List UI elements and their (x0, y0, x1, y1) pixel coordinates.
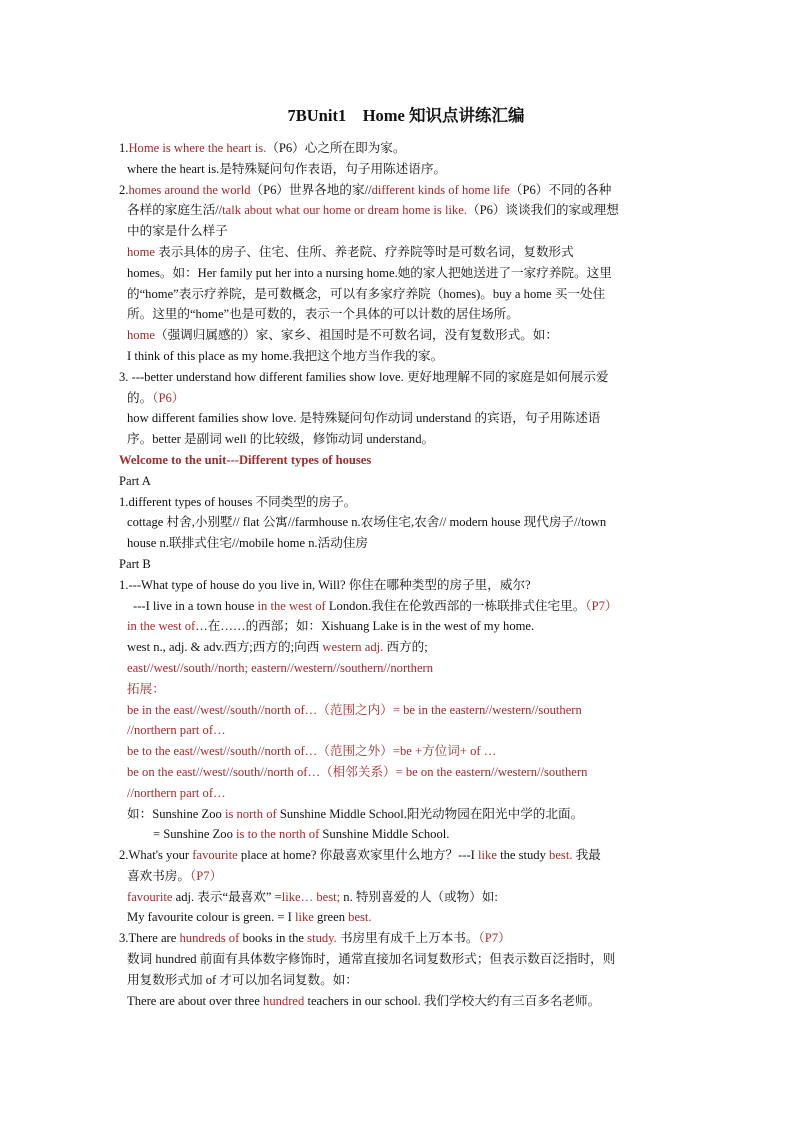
text-line (119, 637, 679, 658)
text-segment: hundreds of (179, 931, 240, 946)
text-line (119, 367, 679, 388)
text-segment: 3.There are (119, 931, 180, 946)
text-segment: be on the east//west//south//north of…（相邻关系）= be on the eastern//western//southern (127, 764, 588, 779)
text-segment: （P6）不同的各种 (509, 182, 612, 197)
text-segment: different kinds of home life (371, 182, 510, 197)
text-segment: adj. 表示“最喜欢” = (172, 889, 282, 904)
text-segment: green (313, 910, 349, 925)
text-segment: 数词 hundred 前面有具体数字修饰时，通常直接加名词复数形式；但表示数百泛指时，则 (127, 952, 616, 967)
text-line (119, 221, 679, 242)
text-line (119, 429, 679, 450)
text-segment: is to the north of (236, 827, 320, 842)
text-line (119, 388, 679, 409)
text-segment: //northern part of… (127, 785, 226, 800)
text-line (119, 970, 679, 991)
text-segment: western adj. (322, 640, 384, 655)
text-segment: （P7） (585, 598, 618, 613)
text-segment: 表示具体的房子、住宅、住所、养老院、疗养院等时是可数名词，复数形式 (154, 244, 574, 259)
text-line (119, 138, 679, 159)
text-segment: west n., adj. & adv.西方;西方的;向西 (127, 640, 323, 655)
text-segment: n. 特别喜爱的人（或物）如: (340, 889, 498, 904)
text-line (119, 907, 679, 928)
text-line (119, 679, 679, 700)
text-segment: = Sunshine Zoo (153, 827, 237, 842)
text-segment: （P7） (189, 868, 223, 883)
text-segment: Sunshine Middle School. (319, 827, 450, 842)
text-segment: how different families show love. 是特殊疑问句作动词 understand 的宾语，句子用陈述语 (127, 411, 601, 426)
text-segment: 1.different types of houses 不同类型的房子。 (119, 494, 357, 509)
text-segment: 拓展： (127, 681, 165, 696)
text-segment: like (294, 910, 314, 925)
text-segment: 的。 (127, 390, 153, 405)
text-line (119, 700, 679, 721)
text-segment: place at home? 你最喜欢家里什么地方？---I (237, 848, 479, 863)
text-segment: talk about what our home or dream home is like. (222, 203, 467, 218)
text-segment: Part A (119, 473, 151, 488)
text-segment: （P6）世界各地的家// (250, 182, 372, 197)
text-segment: house n.联排式住宅//mobile home n.活动住房 (127, 536, 369, 551)
text-segment: homes around the world (128, 182, 251, 197)
text-segment: home (127, 328, 155, 343)
text-segment: 用复数形式加 of 才可以加名词复数。如： (127, 972, 358, 987)
text-line (119, 533, 679, 554)
text-segment: （强调归属感的）家、家乡、祖国时是不可数名词，没有复数形式。如： (154, 328, 558, 343)
text-segment: 3. ---better understand how different families show love. 更好地理解不同的家庭是如何展示爱 (119, 369, 609, 384)
text-segment: favourite (192, 848, 238, 863)
document-page (119, 104, 679, 1011)
text-segment: study. (307, 931, 337, 946)
text-segment: books in the (239, 931, 308, 946)
text-segment: east//west//south//north; eastern//western//southern//northern (127, 660, 434, 675)
text-segment: Welcome to the unit---Different types of houses (119, 452, 372, 467)
text-segment: be in the east//west//south//north of…（范围之内）= be in the eastern//western//southern (127, 702, 582, 717)
text-line (119, 824, 679, 845)
text-segment: best. (549, 848, 573, 863)
text-segment: Sunshine Middle School.阳光动物园在阳光中学的北面。 (276, 806, 584, 821)
text-line (119, 741, 679, 762)
text-line (119, 575, 679, 596)
text-segment: （P7） (478, 931, 511, 946)
text-segment: Home is where the heart is. (128, 141, 267, 155)
text-segment: 我最 (572, 848, 601, 863)
text-line (119, 845, 679, 866)
text-segment: cottage 村舍,小别墅// flat 公寓//farmhouse n.农场住宅,农舍// modern house 现代房子//town (127, 515, 607, 530)
text-line (119, 471, 679, 492)
text-segment: 喜欢书房。 (127, 868, 190, 883)
text-segment: homes。如：Her family put her into a nursing home.她的家人把她送进了一家疗养院。这里 (127, 265, 612, 280)
text-segment: Part B (119, 556, 151, 571)
text-segment: …在……的西部；如：Xishuang Lake is in the west of my home. (195, 619, 535, 634)
document-body (119, 138, 679, 1011)
text-segment: 序。better 是副词 well 的比较级，修饰动词 understand。 (127, 432, 435, 447)
text-segment: I think of this place as my home.我把这个地方当作我的家。 (127, 348, 444, 363)
text-segment: London.我住在伦敦西部的一栋联排式住宅里。 (325, 598, 586, 613)
text-segment: 各样的家庭生活// (127, 203, 223, 218)
text-line (119, 492, 679, 513)
text-segment: where the heart is.是特殊疑问句作表语，句子用陈述语序。 (127, 161, 447, 176)
text-line (119, 242, 679, 263)
text-segment: 书房里有成千上万本书。 (336, 931, 479, 946)
text-line (119, 949, 679, 970)
text-line (119, 804, 679, 825)
text-segment: My favourite colour is green. = I (127, 910, 295, 925)
text-segment: 的“home”表示疗养院，是可数概念，可以有多家疗养院（homes)。buy a home 买一处住 (127, 286, 606, 301)
text-line (119, 325, 679, 346)
text-line (119, 783, 679, 804)
text-line (119, 450, 679, 471)
text-line (119, 720, 679, 741)
text-line (119, 991, 679, 1012)
text-segment: the study (496, 848, 550, 863)
text-segment: hundred (263, 993, 305, 1008)
text-line (119, 928, 679, 949)
text-segment: There are about over three (127, 993, 264, 1008)
text-segment: 1. (119, 141, 129, 155)
text-segment: （P6）心之所在即为家。 (266, 141, 406, 155)
text-line (119, 596, 679, 617)
text-segment: be to the east//west//south//north of…（范围之外）=be +方位词+ of … (127, 744, 497, 759)
text-segment: 1.---What type of house do you live in, Will? 你住在哪种类型的房子里，威尔? (119, 577, 531, 592)
text-segment: like (478, 848, 497, 863)
text-line (119, 284, 679, 305)
text-line (119, 658, 679, 679)
text-segment: 所。这里的“home”也是可数的，表示一个具体的可以计数的居住场所。 (127, 307, 519, 322)
text-segment: teachers in our school. 我们学校大约有三百多名老师。 (304, 993, 601, 1008)
text-segment: 2.What's your (119, 848, 193, 863)
text-segment: best. (348, 910, 372, 925)
text-line (119, 304, 679, 325)
text-segment: favourite (127, 889, 173, 904)
text-line (119, 616, 679, 637)
text-segment: （P6） (152, 390, 185, 405)
text-line (119, 408, 679, 429)
text-line (119, 200, 679, 221)
text-segment: like… best; (281, 889, 341, 904)
text-segment: //northern part of… (127, 723, 226, 738)
text-segment: home (127, 244, 155, 259)
text-segment: 2. (119, 182, 129, 197)
text-line (119, 263, 679, 284)
text-segment: is north of (224, 806, 277, 821)
text-line (119, 762, 679, 783)
text-segment: in the west of (127, 619, 196, 634)
text-segment: （P6）谈谈我们的家或理想 (466, 203, 619, 218)
text-line (119, 159, 679, 180)
text-segment: 西方的; (383, 640, 428, 655)
text-segment: 中的家是什么样子 (127, 224, 228, 239)
text-line (119, 554, 679, 575)
text-line (119, 512, 679, 533)
text-segment: 如：Sunshine Zoo (127, 806, 225, 821)
text-line (119, 887, 679, 908)
text-line (119, 180, 679, 201)
document-title: 7BUnit1 Home 知识点讲练汇编 (287, 106, 525, 125)
text-segment: in the west of (257, 598, 326, 613)
text-segment: ---I live in a town house (133, 598, 258, 613)
text-line (119, 866, 679, 887)
text-line (119, 346, 679, 367)
